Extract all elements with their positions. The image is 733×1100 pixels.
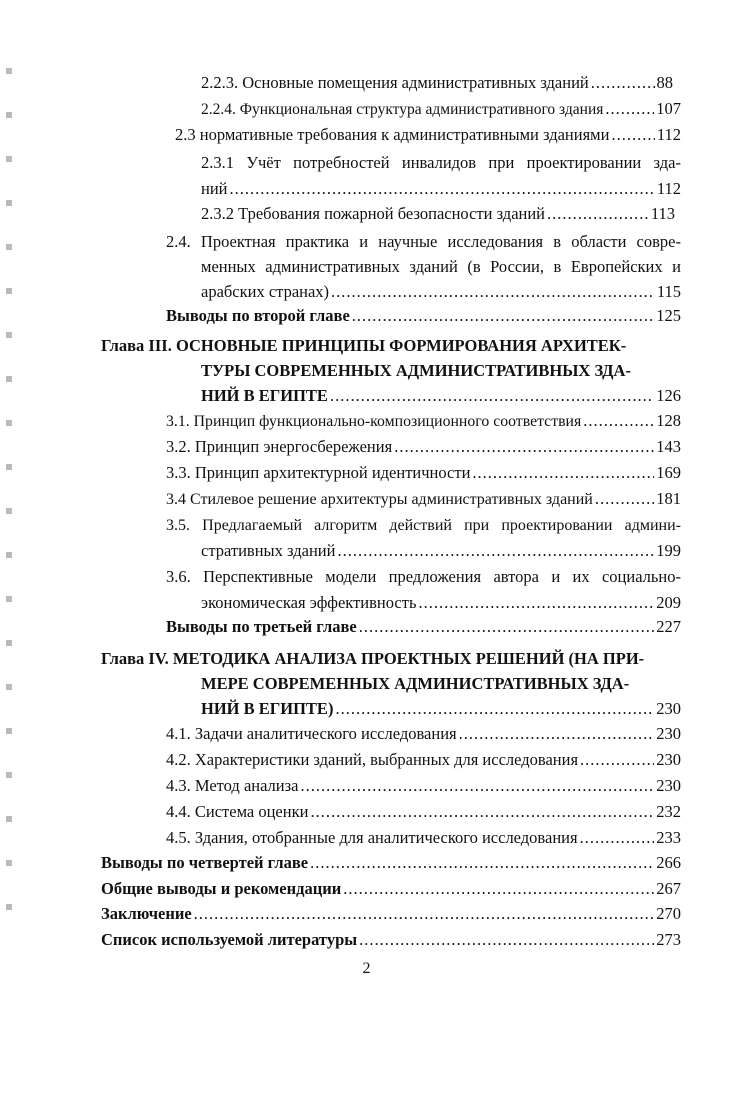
page-number: 2 <box>362 960 371 977</box>
toc-entry-4-4 <box>166 801 681 823</box>
toc-dot-leader <box>300 775 654 797</box>
toc-dot-leader <box>331 281 655 303</box>
toc-dot-leader <box>583 410 654 432</box>
toc-entry-text: Глава III. ОСНОВНЫЕ ПРИНЦИПЫ ФОРМИРОВАНИЯ АРХИТЕК- <box>101 336 627 355</box>
toc-entry-2-3-1 <box>201 152 681 174</box>
toc-entry-text: 4.1. Задачи аналитического исследования <box>166 724 457 743</box>
toc-entry-text: 2.4. Проектная практика и научные исследования в области совре- <box>166 232 681 251</box>
toc-dot-leader <box>337 540 654 562</box>
toc-entry-text: Глава IV. МЕТОДИКА АНАЛИЗА ПРОЕКТНЫХ РЕШЕНИЙ (НА ПРИ- <box>101 649 645 668</box>
toc-entry-2-3 <box>175 124 681 146</box>
toc-chapter-4-heading <box>101 648 681 670</box>
toc-page-number: 230 <box>656 724 681 743</box>
toc-dot-leader <box>580 749 654 771</box>
toc-entry-2-4-cont <box>201 256 681 278</box>
toc-entry-3-4 <box>166 488 681 511</box>
toc-page-number: 88 <box>656 73 673 92</box>
toc-entry-text: 3.1. Принцип функционально-композиционного соответствия <box>166 413 582 430</box>
toc-entry-4-5 <box>166 827 681 849</box>
toc-entry-3-5-cont <box>201 540 681 562</box>
toc-page-number: 209 <box>656 593 681 612</box>
toc-dot-leader <box>310 801 654 823</box>
toc-entry-text: менных административных зданий (в России, в Европейских и <box>201 257 681 276</box>
toc-entry-text: арабских странах) <box>201 282 330 301</box>
toc-page-number: 125 <box>656 306 681 325</box>
toc-entry-text: 2.2.4. Функциональная структура административного здания <box>201 101 604 118</box>
toc-page-number: 115 <box>656 282 681 301</box>
toc-dot-leader <box>611 124 654 146</box>
toc-page-number: 112 <box>656 179 681 198</box>
toc-page-number: 126 <box>656 386 681 405</box>
toc-page-number: 169 <box>656 463 681 482</box>
toc-page-number: 181 <box>656 489 681 508</box>
toc-dot-leader <box>472 462 654 484</box>
toc-entry-text: ний <box>201 179 228 198</box>
toc-entry-text: МЕРЕ СОВРЕМЕННЫХ АДМИНИСТРАТИВНЫХ ЗДА- <box>201 674 630 693</box>
toc-entry-3-6-cont <box>201 592 681 614</box>
toc-page-number: 199 <box>656 541 681 560</box>
toc-chapter-3-heading <box>101 335 681 357</box>
toc-dot-leader <box>580 827 655 849</box>
toc-dot-leader <box>394 436 654 458</box>
toc-page-number: 227 <box>656 617 681 636</box>
toc-entry-text: Общие выводы и рекомендации <box>101 879 342 898</box>
toc-dot-leader <box>194 903 655 925</box>
toc-entry-text: Заключение <box>101 904 192 923</box>
toc-entry-2-3-2 <box>201 203 675 225</box>
toc-dot-leader <box>359 929 654 951</box>
toc-entry-3-2 <box>166 436 681 458</box>
toc-entry-text: НИЙ В ЕГИПТЕ) <box>201 699 334 718</box>
toc-entry-text: ТУРЫ СОВРЕМЕННЫХ АДМИНИСТРАТИВНЫХ ЗДА- <box>201 361 631 380</box>
toc-entry-4-2 <box>166 749 681 771</box>
toc-entry-text: Список используемой литературы <box>101 930 358 949</box>
toc-entry-3-1 <box>166 410 681 433</box>
toc-page-number: 232 <box>656 802 681 821</box>
toc-page-number: 230 <box>656 750 681 769</box>
toc-entry-3-3 <box>166 462 681 484</box>
toc-page-number: 273 <box>656 930 681 949</box>
toc-dot-leader <box>359 616 655 638</box>
toc-entry-text: 4.2. Характеристики зданий, выбранных для исследования <box>166 750 579 769</box>
toc-page-number: 107 <box>656 99 681 118</box>
toc-page-number: 230 <box>656 699 681 718</box>
toc-dot-leader <box>595 488 654 510</box>
toc-dot-leader <box>605 98 654 120</box>
toc-page-number: 266 <box>656 853 681 872</box>
toc-entry-text: Выводы по второй главе <box>166 306 350 325</box>
toc-entry-text: 3.6. Перспективные модели предложения автора и их социально- <box>166 567 681 586</box>
toc-entry-text: Выводы по третьей главе <box>166 617 357 636</box>
scan-edge-artifact <box>6 30 12 930</box>
toc-entry-text: 2.3.2 Требования пожарной безопасности зданий <box>201 204 546 223</box>
toc-entry-conclusion <box>101 903 681 925</box>
toc-entry-text: экономическая эффективность <box>201 593 417 612</box>
toc-entry-conclusions-ch3 <box>166 616 681 638</box>
toc-entry-4-1 <box>166 723 681 745</box>
toc-entry-text: 3.4 Стилевое решение архитектуры административных зданий <box>166 491 593 508</box>
toc-entry-2-2-3 <box>201 72 673 94</box>
toc-dot-leader <box>352 305 654 327</box>
toc-entry-conclusions-ch2 <box>166 305 681 327</box>
toc-dot-leader <box>459 723 655 745</box>
toc-entry-conclusions-ch4 <box>101 852 681 874</box>
toc-entry-text: стративных зданий <box>201 541 336 560</box>
toc-entry-general-conclusions <box>101 878 681 900</box>
toc-dot-leader <box>343 878 654 900</box>
toc-entry-text: 2.2.3. Основные помещения административных зданий <box>201 73 589 92</box>
toc-entry-text: Выводы по четвертей главе <box>101 853 309 872</box>
toc-entry-bibliography <box>101 929 681 951</box>
toc-dot-leader <box>230 178 655 200</box>
toc-page-number: 113 <box>650 204 675 223</box>
toc-dot-leader <box>310 852 654 874</box>
toc-page-number: 143 <box>656 437 681 456</box>
toc-dot-leader <box>330 385 654 407</box>
toc-entry-2-4-cont2 <box>201 281 681 303</box>
toc-chapter-4-heading-cont <box>201 673 681 695</box>
toc-entry-text: 4.5. Здания, отобранные для аналитического исследования <box>166 828 578 847</box>
toc-entry-3-5 <box>166 514 681 537</box>
toc-entry-text: 2.3.1 Учёт потребностей инвалидов при проектировании зда- <box>201 153 681 172</box>
toc-entry-text: 4.3. Метод анализа <box>166 776 299 795</box>
toc-page-number: 267 <box>656 879 681 898</box>
toc-entry-text: 3.2. Принцип энергосбережения <box>166 437 393 456</box>
toc-entry-text: 3.5. Предлагаемый алгоритм действий при проектировании админи- <box>166 517 681 534</box>
toc-entry-3-6 <box>166 566 681 588</box>
toc-page-number: 230 <box>656 776 681 795</box>
toc-entry-2-4 <box>166 231 681 253</box>
toc-chapter-3-heading-cont2 <box>201 385 681 407</box>
toc-entry-text: 4.4. Система оценки <box>166 802 309 821</box>
toc-entry-text: 2.3 нормативные требования к административными зданиями <box>175 125 610 144</box>
toc-entry-text: 3.3. Принцип архитектурной идентичности <box>166 463 471 482</box>
toc-page-number: 128 <box>656 411 681 430</box>
toc-page-number: 270 <box>656 904 681 923</box>
toc-entry-4-3 <box>166 775 681 797</box>
toc-chapter-4-heading-cont2 <box>201 698 681 720</box>
toc-chapter-3-heading-cont <box>201 360 681 382</box>
toc-page-number: 112 <box>656 125 681 144</box>
toc-entry-text: НИЙ В ЕГИПТЕ <box>201 386 328 405</box>
toc-dot-leader <box>591 72 655 94</box>
toc-dot-leader <box>418 592 654 614</box>
toc-dot-leader <box>335 698 654 720</box>
toc-entry-2-2-4 <box>201 98 681 121</box>
toc-entry-2-3-1-cont <box>201 178 681 200</box>
toc-page-number: 233 <box>656 828 681 847</box>
toc-dot-leader <box>547 203 649 225</box>
